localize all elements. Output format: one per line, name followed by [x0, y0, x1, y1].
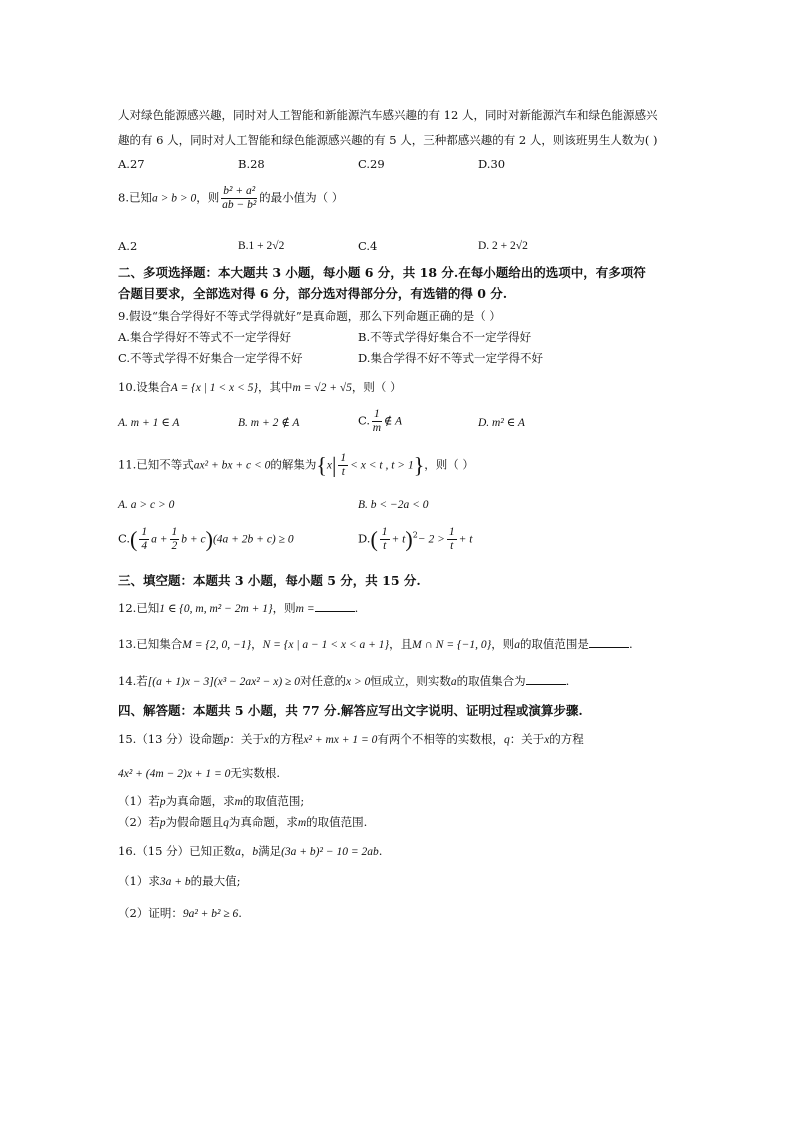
q9-option-d: D.集合学得不好不等式一定学得不好 [358, 351, 543, 365]
q14-answer-blank [526, 674, 566, 685]
q8-condition: a > b > 0 [151, 192, 197, 205]
q15-subquestion-2: （2）若p为假命题且q为真命题，求m的取值范围. [118, 815, 368, 829]
q11-inequality: ax² + bx + c < 0 [193, 459, 271, 472]
q11-option-a: A. a > c > 0 [118, 499, 175, 511]
q11-option-d: D.( $\frac{1}{t}$ + t)$^2$− 2 > $\frac{1}{t}$ + t [358, 526, 473, 552]
q15-stem-line-1: 15.（13 分）设命题p：关于x的方程x² + mx + 1 = 0有两个不相等的实数根，q：关于x的方程 [118, 732, 584, 746]
section-2-heading-line-1: 二、多项选择题：本大题共 3 小题，每小题 6 分，共 18 分.在每小题给出的选项中，有多项符 [118, 265, 646, 280]
q11-stem: 11.已知不等式ax² + bx + c < 0的解集为{x| $\frac{1}{t}$ < x < t , t > 1}，则（ ） [118, 452, 474, 478]
q7-line-1: 人对绿色能源感兴趣，同时对人工智能和新能源汽车感兴趣的有 12 人，同时对新能源汽车和绿色能源感兴 [118, 108, 658, 122]
q16-stem: 16.（15 分）已知正数a，b满足(3a + b)² − 10 = 2ab. [118, 844, 383, 858]
q15-subquestion-1: （1）若p为真命题，求m的取值范围; [118, 794, 305, 808]
q9-option-c: C.不等式学得不好集合一定学得不好 [118, 351, 303, 365]
q7-option-b: B.28 [238, 157, 265, 171]
q10-option-b: B. m + 2 ∉ A [238, 417, 300, 429]
q16-subquestion-1: （1）求3a + b的最大值; [118, 874, 241, 888]
q9-option-b: B.不等式学得好集合不一定学得好 [358, 330, 532, 344]
q16-subquestion-2: （2）证明：9a² + b² ≥ 6. [118, 906, 242, 920]
q8-stem: 8.已知a > b > 0，则 $\frac{\text{b² + a²}}{\text{ab − b²}}$ 的最小值为（ ） [118, 185, 344, 211]
q12-stem: 12.已知1 ∈ {0, m, m² − 2m + 1}，则m = . [118, 601, 359, 615]
q8-option-d: D. 2 + 2√2 [478, 240, 528, 252]
section-3-heading: 三、填空题：本题共 3 小题，每小题 5 分，共 15 分. [118, 573, 421, 588]
section-2-heading-line-2: 合题目要求，全部选对得 6 分，部分选对得部分分，有选错的得 0 分. [118, 286, 508, 301]
q13-stem: 13.已知集合M = {2, 0, −1}，N = {x | a − 1 < x < a + 1}，且M ∩ N = {−1, 0}，则a的取值范围是 . [118, 637, 633, 651]
q15-stem-line-2: 4x² + (4m − 2)x + 1 = 0无实数根. [118, 766, 281, 780]
q13-answer-blank [589, 637, 629, 648]
q8-option-a: A.2 [118, 239, 138, 253]
q7-option-d: D.30 [478, 157, 506, 171]
section-4-heading: 四、解答题：本题共 5 小题，共 77 分.解答应写出文字说明、证明过程或演算步骤. [118, 703, 583, 718]
q9-stem: 9.假设“集合学得好不等式学得就好”是真命题，那么下列命题正确的是（ ） [118, 309, 501, 323]
q8-option-b: B.1 + 2√2 [238, 240, 285, 252]
q9-option-a: A.集合学得好不等式不一定学得好 [118, 330, 291, 344]
q11-option-c: C.( $\frac{1}{4}$ a + $\frac{1}{2}$ b + c)(4a + 2b + c) ≥ 0 [118, 526, 294, 552]
q7-line-2: 趣的有 6 人，同时对人工智能和绿色能源感兴趣的有 5 人，三种都感兴趣的有 2 人，则该班男生人数为( ) [118, 133, 658, 147]
q7-option-c: C.29 [358, 157, 385, 171]
q8-option-c: C.4 [358, 239, 378, 253]
q10-option-c: C. $\frac{1}{m}$ ∉ A [358, 408, 403, 434]
q10-option-d: D. m² ∈ A [478, 417, 525, 429]
q14-stem: 14.若[(a + 1)x − 3](x³ − 2ax² − x) ≥ 0对任意的x > 0恒成立，则实数a的取值集合为 . [118, 674, 570, 688]
q7-option-a: A.27 [118, 157, 145, 171]
q10-set: A = {x | 1 < x < 5} [170, 382, 258, 394]
q12-answer-blank [315, 601, 355, 612]
q10-stem: 10.设集合A = {x | 1 < x < 5}，其中m = √2 + √5，则（ ） [118, 380, 402, 394]
q10-m-def: m = √2 + √5 [292, 382, 352, 394]
q8-fraction: $\frac{\text{b² + a²}}{\text{ab − b²}}$ [222, 185, 257, 211]
q10-option-a: A. m + 1 ∈ A [118, 417, 180, 429]
q11-option-b: B. b < −2a < 0 [358, 499, 429, 511]
